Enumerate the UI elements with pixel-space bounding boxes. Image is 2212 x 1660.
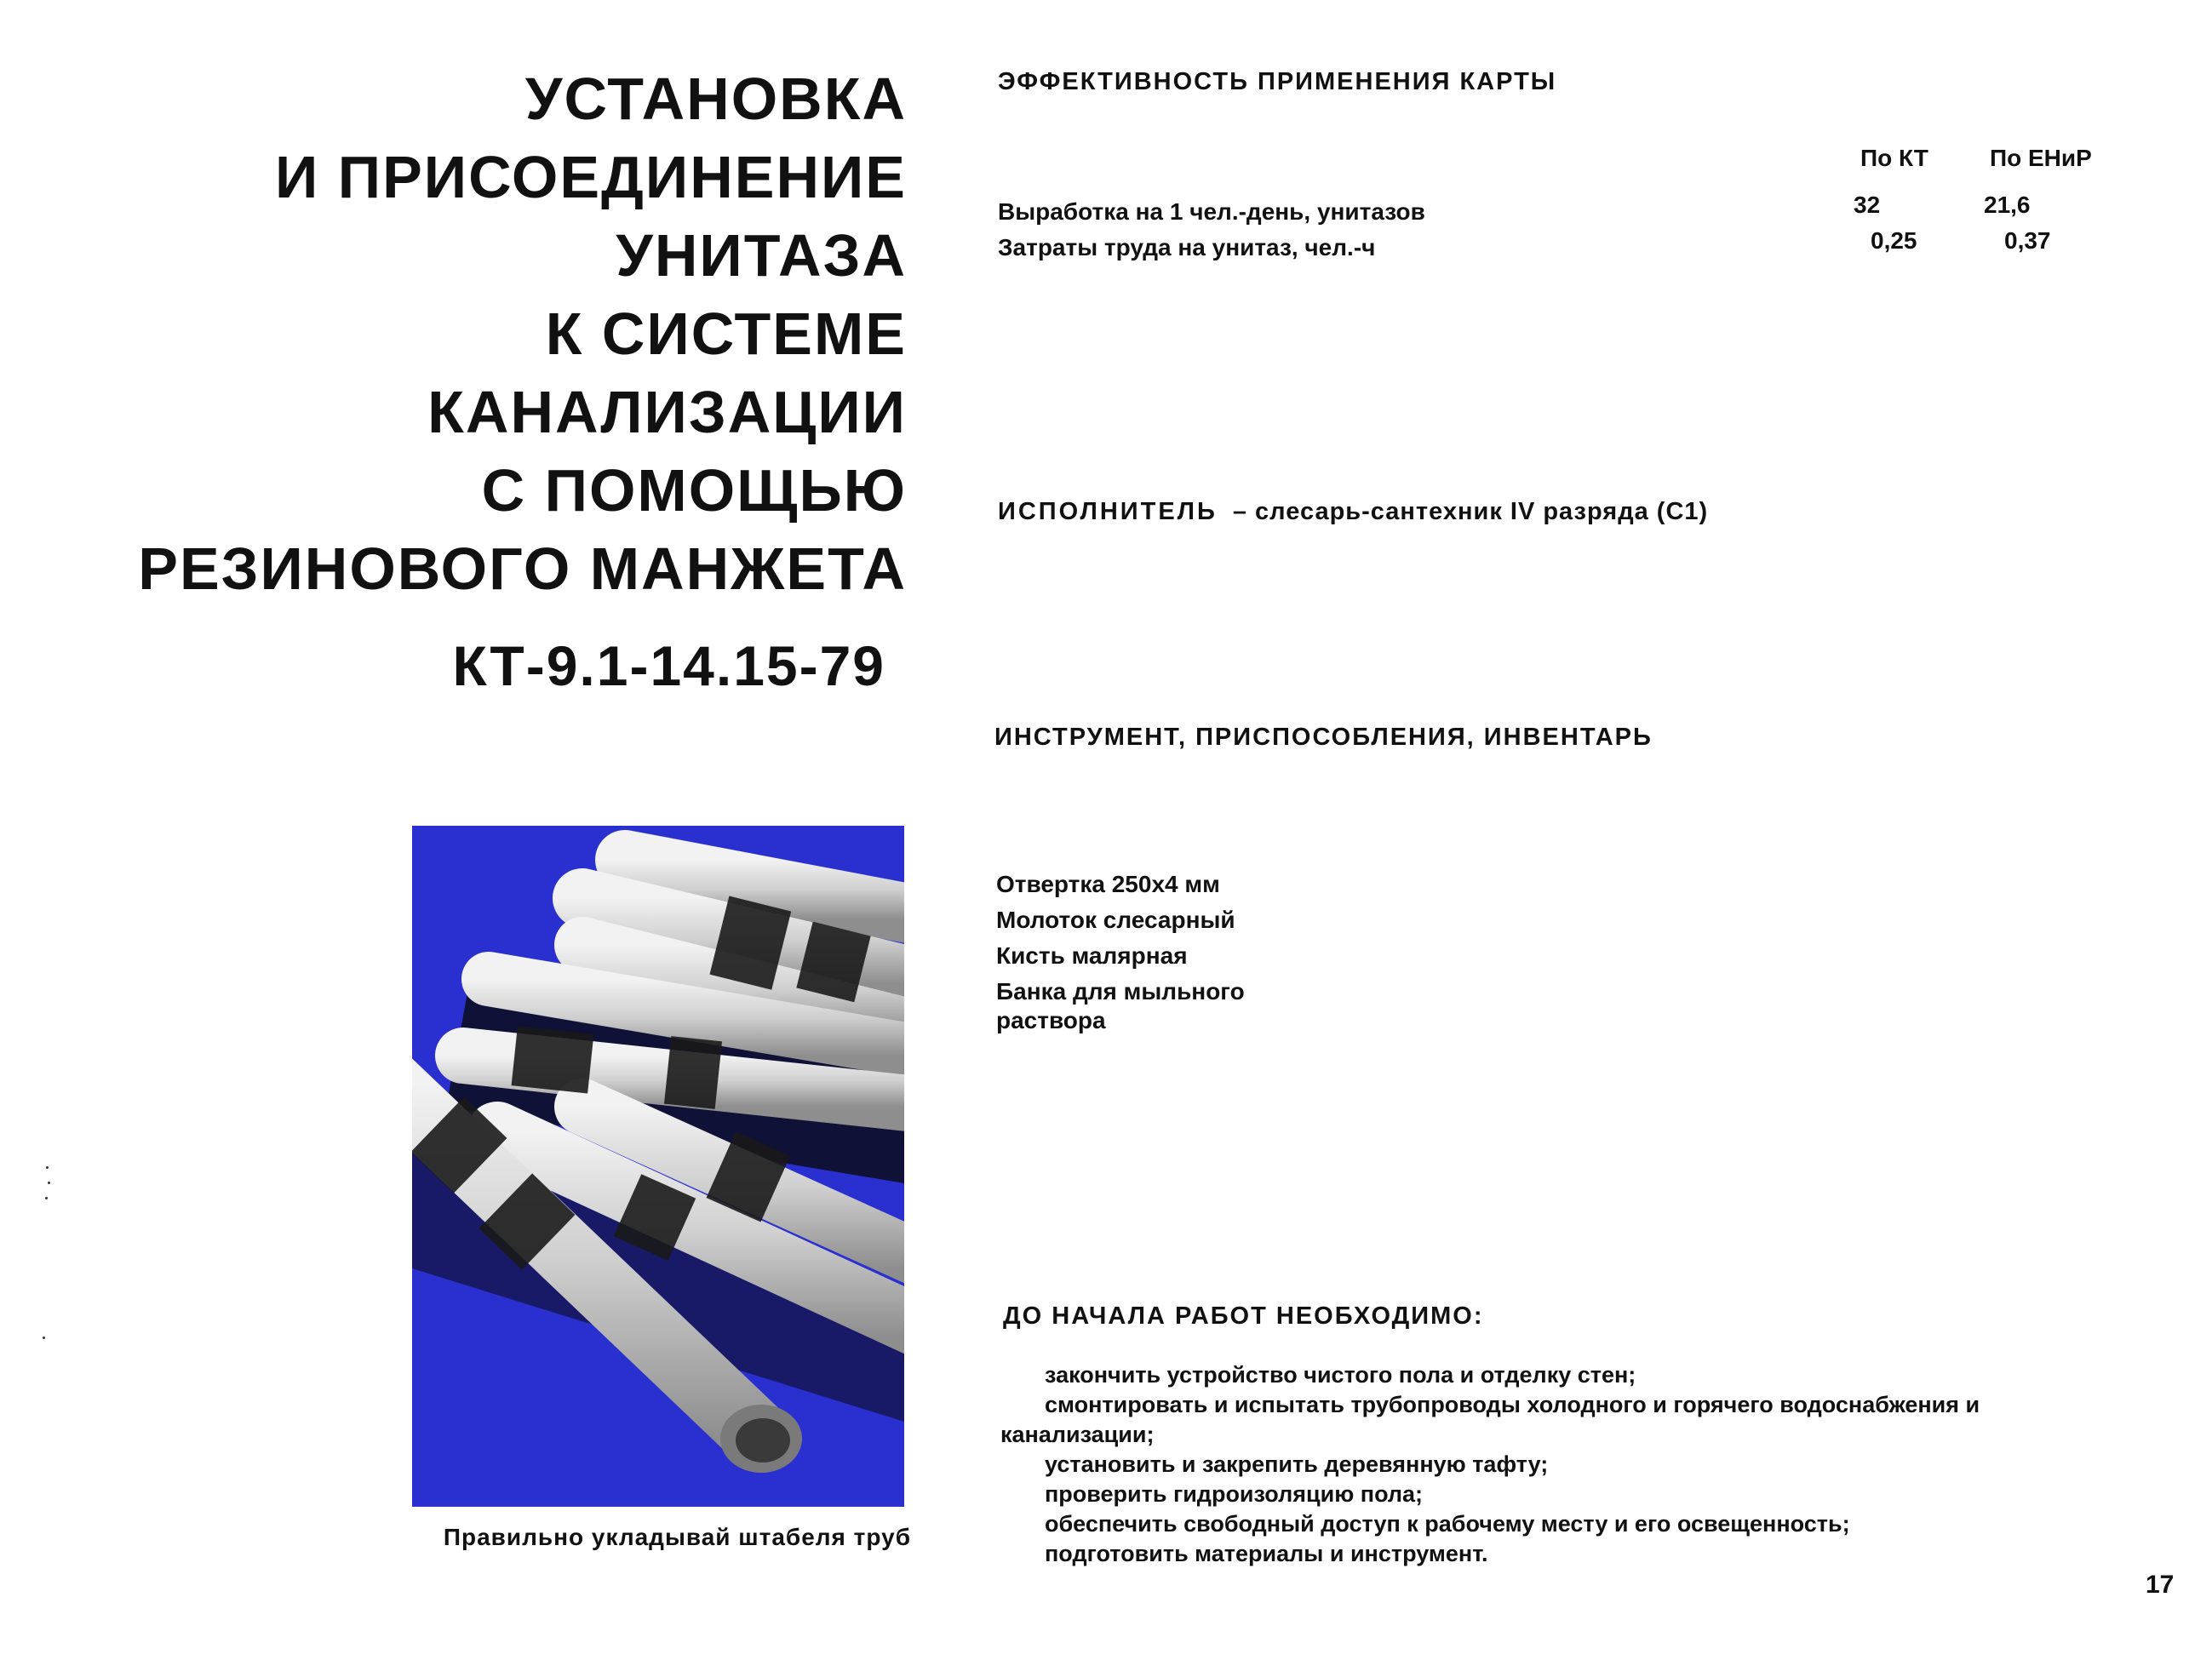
row-label: Выработка на 1 чел.-день, унитазов	[998, 198, 1425, 225]
list-item: обеспечить свободный доступ к рабочему месту и его освещенность;	[1045, 1511, 1850, 1537]
list-item: установить и закрепить деревянную тафту;	[1045, 1451, 1549, 1477]
title-line: РЕЗИНОВОГО МАНЖЕТА	[138, 535, 907, 602]
pipes-photo	[412, 826, 904, 1507]
list-item: Кисть малярная	[996, 942, 1188, 969]
preparation-heading: ДО НАЧАЛА РАБОТ НЕОБХОДИМО:	[1003, 1302, 1484, 1330]
list-item: закончить устройство чистого пола и отделку стен;	[1045, 1362, 1636, 1388]
tools-list	[996, 867, 1286, 1035]
pipes-illustration	[412, 826, 904, 1507]
list-item: Молоток слесарный	[996, 907, 1235, 933]
efficiency-heading: ЭФФЕКТИВНОСТЬ ПРИМЕНЕНИЯ КАРТЫ	[998, 68, 1557, 95]
list-item: смонтировать и испытать трубопроводы холодного и горячего водоснабжения и канализации;	[1000, 1392, 1980, 1447]
title-line: И ПРИСОЕДИНЕНИЕ	[275, 144, 907, 210]
title-line: УСТАНОВКА	[524, 66, 907, 132]
executor-line	[998, 498, 1708, 526]
row-label: Затраты труда на унитаз, чел.-ч	[998, 234, 1376, 260]
list-item: проверить гидроизоляцию пола;	[1045, 1481, 1424, 1507]
list-item: Отвертка 250х4 мм	[996, 871, 1220, 897]
document-title	[51, 60, 907, 700]
value-enir: 21,6	[1984, 192, 2031, 218]
list-item: Банка для мыльного раствора	[996, 978, 1245, 1033]
list-item: подготовить материалы и инструмент.	[1045, 1541, 1488, 1566]
scan-specks	[43, 1166, 51, 1337]
value-enir: 0,37	[2004, 227, 2051, 254]
executor-label: ИСПОЛНИТЕЛЬ	[998, 498, 1218, 525]
title-line: КАНАЛИЗАЦИИ	[427, 379, 907, 445]
title-line: К СИСТЕМЕ	[545, 301, 907, 367]
photo-caption: Правильно укладывай штабеля труб	[443, 1524, 911, 1550]
table-row	[998, 192, 2122, 227]
value-kt: 32	[1854, 192, 1881, 218]
preparation-list	[1000, 1360, 2124, 1569]
card-code: КТ-9.1-14.15-79	[452, 634, 885, 697]
column-header-enir: По ЕНиР	[1990, 145, 2092, 171]
tools-heading: ИНСТРУМЕНТ, ПРИСПОСОБЛЕНИЯ, ИНВЕНТАРЬ	[994, 724, 1653, 751]
page-number: 17	[2146, 1571, 2175, 1599]
title-line: УНИТАЗА	[616, 222, 907, 289]
executor-value: – слесарь-сантехник IV разряда (С1)	[1232, 498, 1709, 525]
title-line: С ПОМОЩЬЮ	[481, 457, 907, 524]
table-row	[998, 227, 2122, 263]
column-header-kt: По КТ	[1860, 145, 1928, 171]
value-kt: 0,25	[1871, 227, 1917, 254]
